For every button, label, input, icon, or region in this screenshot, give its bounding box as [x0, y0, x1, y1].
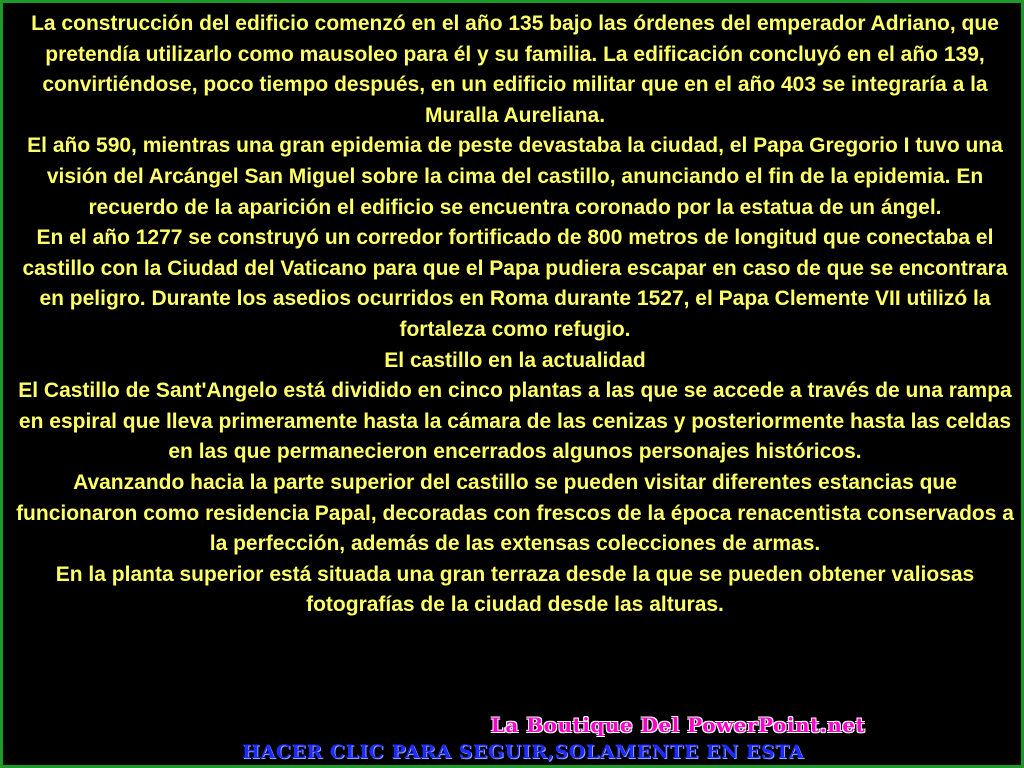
brand-watermark: La Boutique Del PowerPoint.net	[490, 713, 866, 737]
click-to-continue-link[interactable]: HACER CLIC PARA SEGUIR,SOLAMENTE EN ESTA	[242, 741, 804, 763]
paragraph-fortified-corridor: En el año 1277 se construyó un corredor fortificado de 800 metros de longitud que conectaba el castillo con la Ciudad del Vaticano para que el Papa pudiera escapar en caso de que se encontrara en peligro. Durante los asedios ocurridos en Roma durante 1527, el Papa Clemente VII utilizó la fortaleza como refugio.	[22, 226, 1008, 341]
paragraph-upper-terrace: En la planta superior está situada una gran terraza desde la que se pueden obtener valiosas fotografías de la ciudad desde las alturas.	[55, 562, 975, 617]
slide-body-text	[11, 9, 1019, 621]
paragraph-five-floors: El Castillo de Sant'Angelo está dividido en cinco plantas a las que se accede a través de una rampa en espiral que lleva primeramente hasta la cámara de las cenizas y posteriormente hasta las celdas en las que permanecieron encerrados algunos personajes históricos.	[18, 379, 1012, 464]
paragraph-construction-history: La construcción del edificio comenzó en el año 135 bajo las órdenes del emperador Adriano, que pretendía utilizarlo como mausoleo para él y su familia. La edificación concluyó en el año 139, convirtiéndose, poco tiempo después, en un edificio militar que en el año 403 se integraría a la Muralla Aureliana.	[31, 12, 999, 127]
section-heading-present-day: El castillo en la actualidad	[384, 348, 646, 372]
paragraph-archangel-vision: El año 590, mientras una gran epidemia de peste devastaba la ciudad, el Papa Gregorio I tuvo una visión del Arcángel San Miguel sobre la cima del castillo, anunciando el fin de la epidemia. En recuerdo de la aparición el edificio se encuentra coronado por la estatua de un ángel.	[27, 134, 1003, 219]
paragraph-papal-residence: Avanzando hacia la parte superior del castillo se pueden visitar diferentes estancias que funcionaron como residencia Papal, decoradas con frescos de la época renacentista conservados a la perfección, además de las extensas colecciones de armas.	[16, 470, 1014, 556]
